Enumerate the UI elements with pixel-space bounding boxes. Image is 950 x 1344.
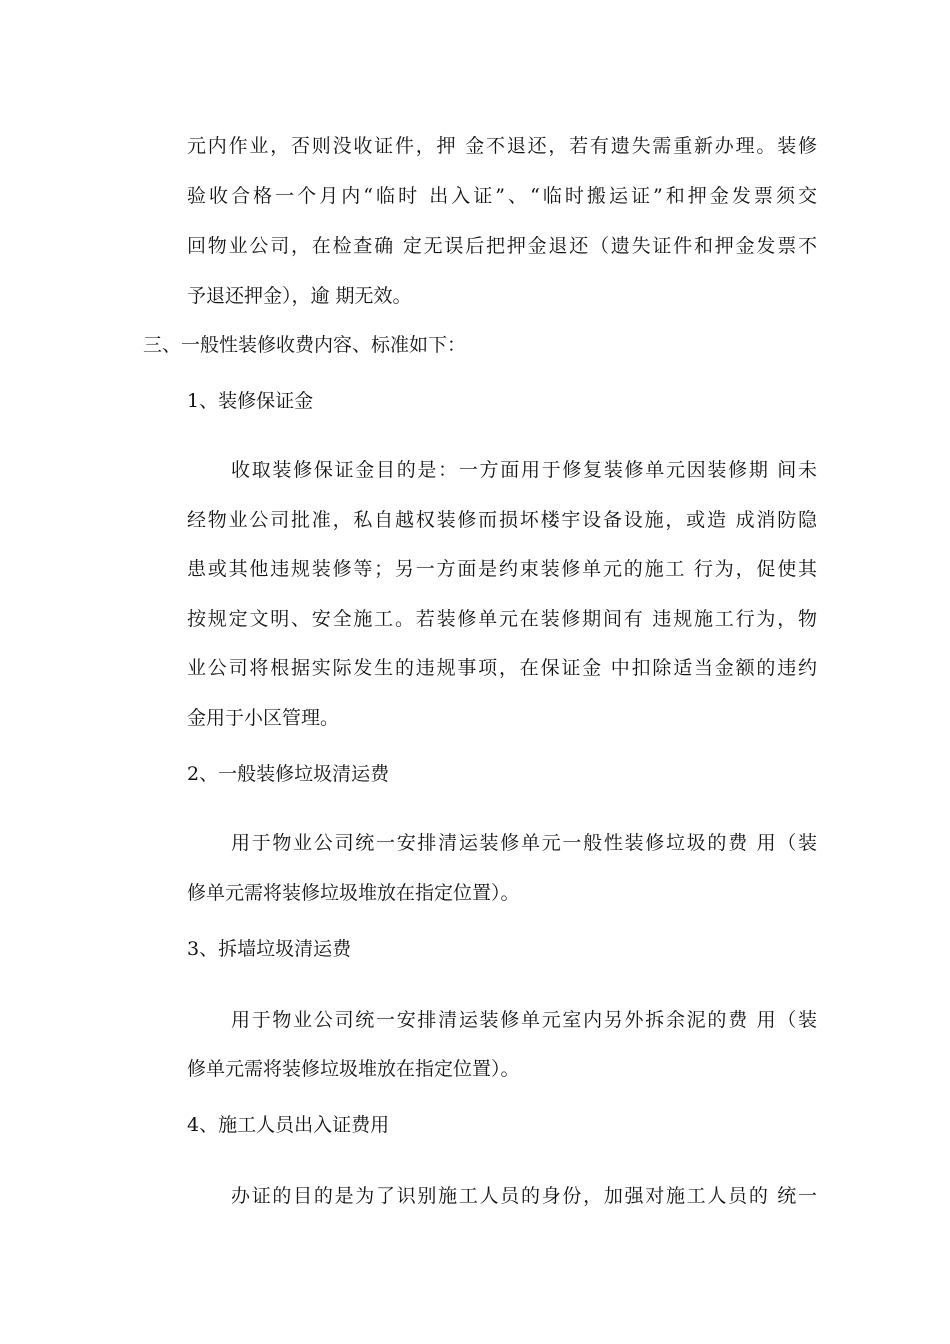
item-2-heading: 2、一般装修垃圾清运费 [187, 763, 390, 785]
item-1-heading: 1、装修保证金 [187, 390, 314, 412]
item-1-line-1: 收取装修保证金目的是：一方面用于修复装修单元因装修期 间未 [231, 459, 817, 481]
item-3-line-1: 用于物业公司统一安排清运装修单元室内另外拆余泥的费 用（装 [231, 1009, 817, 1031]
item-4-heading: 4、施工人员出入证费用 [187, 1114, 390, 1136]
item-4-line-1: 办证的目的是为了识别施工人员的身份，加强对施工人员的 统一 [231, 1185, 817, 1207]
item-2-line-1: 用于物业公司统一安排清运装修单元一般性装修垃圾的费 用（装 [231, 832, 817, 854]
item-2-line-2: 修单元需将装修垃圾堆放在指定位置）。 [187, 882, 520, 904]
item-1-line-6: 金用于小区管理。 [187, 707, 340, 729]
intro-line-1: 元内作业，否则没收证件，押 金不退还，若有遗失需重新办理。装修 [187, 135, 817, 157]
item-1-line-3: 患或其他违规装修等；另一方面是约束装修单元的施工 行为，促使其 [187, 558, 817, 580]
intro-line-3: 回物业公司，在检查确 定无误后把押金退还（遗失证件和押金发票不 [187, 235, 817, 257]
item-1-line-5: 业公司将根据实际发生的违规事项，在保证金 中扣除适当金额的违约 [187, 657, 817, 679]
item-3-heading: 3、拆墙垃圾清运费 [187, 938, 352, 960]
item-1-line-2: 经物业公司批准，私自越权装修而损坏楼宇设备设施，或造 成消防隐 [187, 509, 817, 531]
item-3-line-2: 修单元需将装修垃圾堆放在指定位置）。 [187, 1058, 520, 1080]
intro-line-2: 验收合格一个月内“临时 出入证”、“临时搬运证”和押金发票须交 [187, 185, 817, 207]
intro-line-4: 予退还押金），逾 期无效。 [187, 285, 412, 307]
section-three-heading: 三、一般性装修收费内容、标准如下： [143, 334, 467, 356]
item-1-line-4: 按规定文明、安全施工。若装修单元在装修期间有 违规施工行为，物 [187, 608, 817, 630]
